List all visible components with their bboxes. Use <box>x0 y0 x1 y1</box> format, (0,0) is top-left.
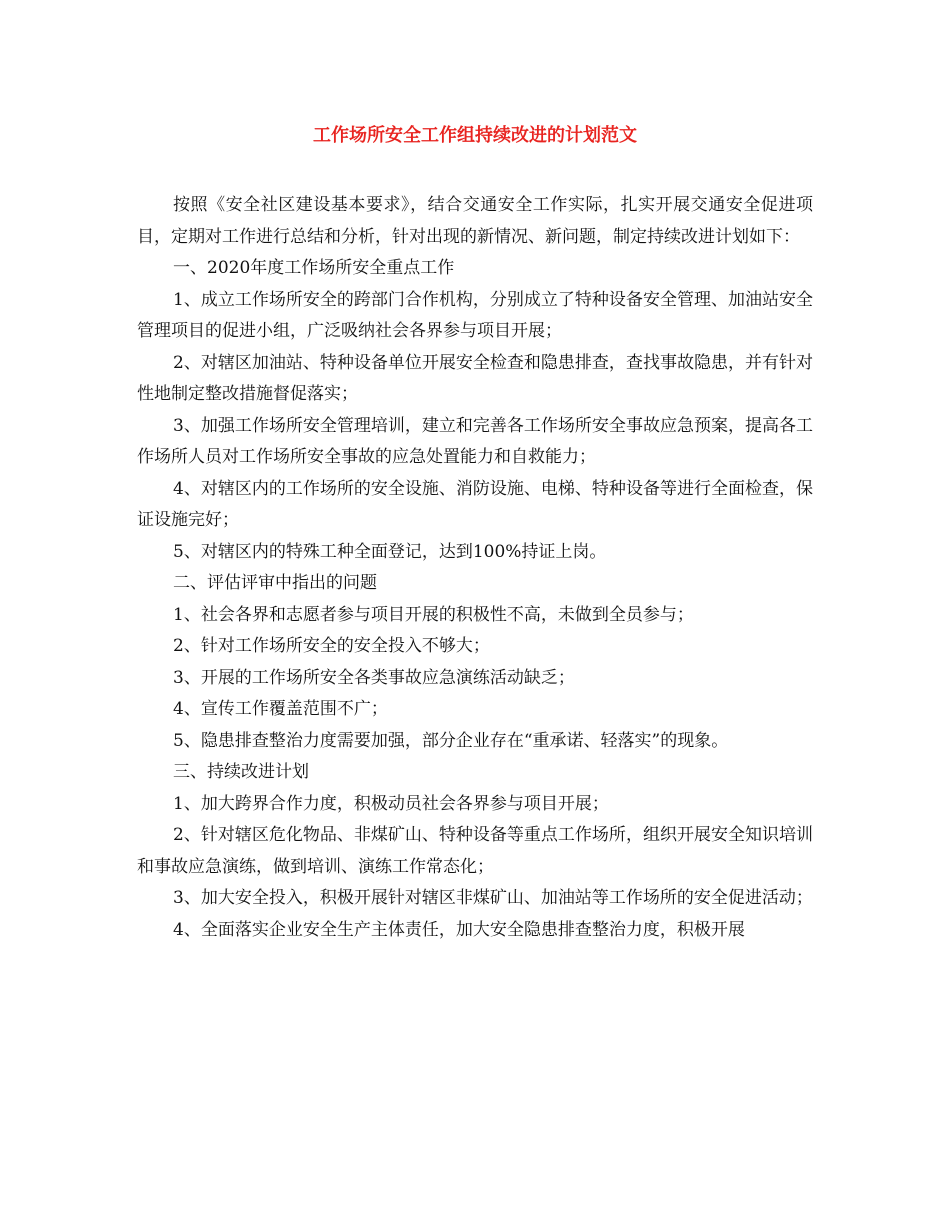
section-heading-2: 二、评估评审中指出的问题 <box>173 573 377 593</box>
list-item: 2、针对工作场所安全的安全投入不够大； <box>173 636 490 656</box>
list-item: 5、隐患排查整治力度需要加强，部分企业存在“重承诺、轻落实”的现象。 <box>173 730 729 751</box>
paragraph-intro: 按照《安全社区建设基本要求》，结合交通安全工作实际，扎实开展交通安全促进项目，定期对工作进行总结和分析，针对出现的新情况、新问题，制定持续改进计划如下： <box>137 195 813 247</box>
document-title: 工作场所安全工作组持续改进的计划范文 <box>313 125 637 146</box>
section-heading-1: 一、2020年度工作场所安全重点工作 <box>173 258 455 278</box>
document-body <box>137 190 813 946</box>
list-item: 2、针对辖区危化物品、非煤矿山、特种设备等重点工作场所，组织开展安全知识培训和事故应急演练，做到培训、演练工作常态化； <box>137 825 813 877</box>
list-item: 3、加大安全投入，积极开展针对辖区非煤矿山、加油站等工作场所的安全促进活动； <box>173 888 813 908</box>
list-item: 1、成立工作场所安全的跨部门合作机构，分别成立了特种设备安全管理、加油站安全管理项目的促进小组，广泛吸纳社会各界参与项目开展； <box>137 289 813 341</box>
section-heading-3: 三、持续改进计划 <box>173 762 309 782</box>
list-item: 4、宣传工作覆盖范围不广； <box>173 699 388 719</box>
list-item: 3、开展的工作场所安全各类事故应急演练活动缺乏； <box>173 667 575 688</box>
list-item: 3、加强工作场所安全管理培训，建立和完善各工作场所安全事故应急预案，提高各工作场所人员对工作场所安全事故的应急处置能力和自救能力； <box>137 415 813 467</box>
list-item: 4、全面落实企业安全生产主体责任，加大安全隐患排查整治力度，积极开展 <box>173 919 745 940</box>
list-item: 4、对辖区内的工作场所的安全设施、消防设施、电梯、特种设备等进行全面检查，保证设施完好； <box>137 478 813 530</box>
list-item: 2、对辖区加油站、特种设备单位开展安全检查和隐患排查，查找事故隐患，并有针对性地制定整改措施督促落实； <box>137 352 813 404</box>
list-item: 5、对辖区内的特殊工种全面登记，达到100%持证上岗。 <box>173 541 607 562</box>
list-item: 1、加大跨界合作力度，积极动员社会各界参与项目开展； <box>173 793 609 814</box>
list-item: 1、社会各界和志愿者参与项目开展的积极性不高，未做到全员参与； <box>173 604 694 625</box>
